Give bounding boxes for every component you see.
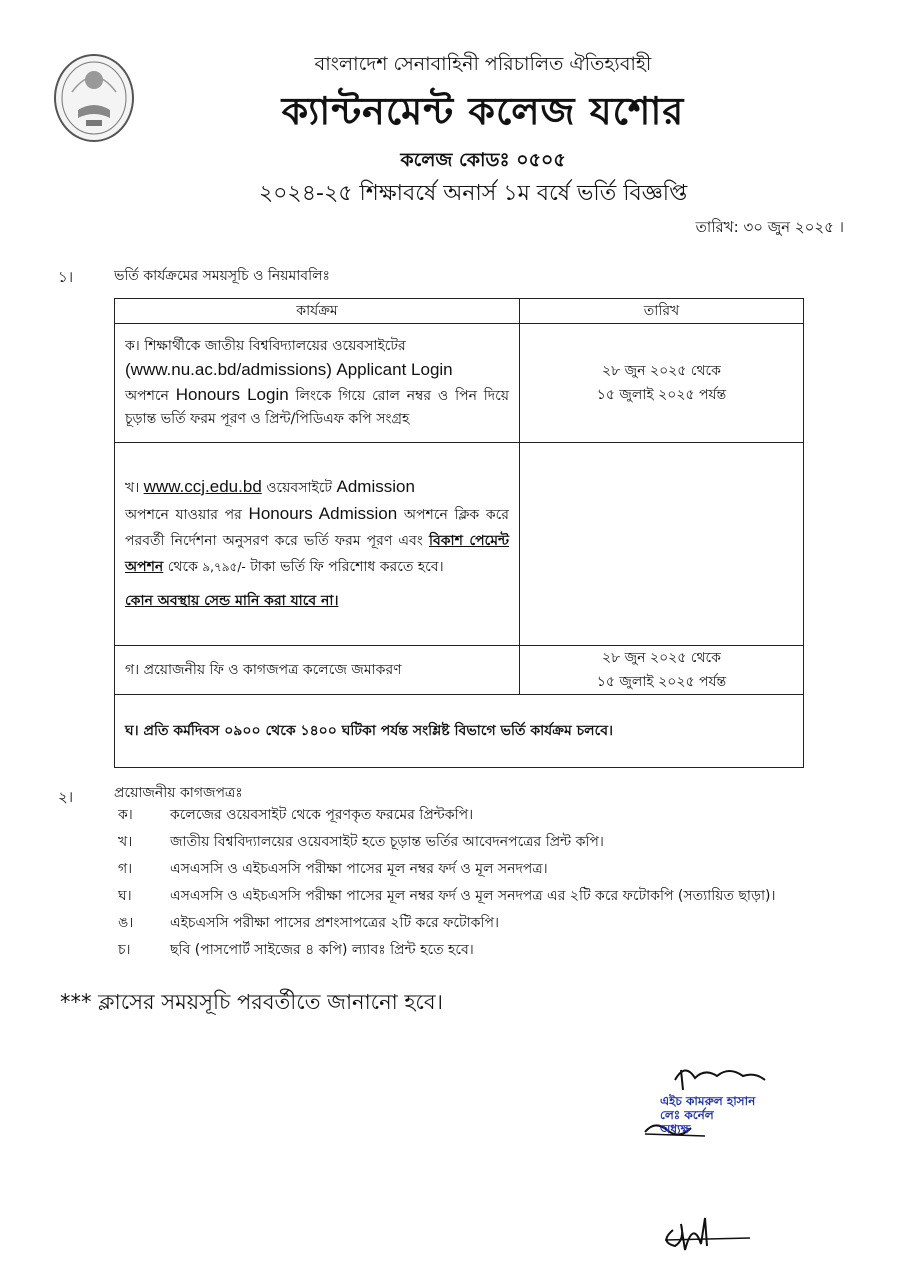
signature-stamp-text	[660, 1094, 755, 1136]
schedule-table	[114, 298, 804, 768]
college-name: ক্যান্টনমেন্ট কলেজ যশোর	[281, 89, 685, 133]
list-item	[56, 883, 858, 910]
date-cell	[520, 646, 804, 695]
list-item-label: চ।	[118, 942, 131, 958]
row-label: ক।	[125, 338, 140, 354]
send-money-warning: কোন অবস্থায় সেন্ড মানি করা যাবে না।	[125, 593, 339, 609]
row-label: গ।	[125, 662, 140, 678]
table-row	[115, 443, 804, 646]
signatory-name: এইচ কামরুল হাসান	[660, 1094, 756, 1108]
activity-text: ওয়েবসাইটে	[266, 480, 333, 496]
table-header-row	[115, 299, 804, 324]
signatory-role: অধ্যক্ষ	[660, 1122, 691, 1136]
table-row	[115, 324, 804, 443]
row-label: ঘ।	[125, 723, 139, 739]
list-item	[118, 802, 858, 829]
college-code: কলেজ কোডঃ ০৫০৫	[400, 149, 566, 171]
list-item	[118, 937, 858, 964]
applicant-login-text: Applicant Login	[336, 360, 453, 379]
activity-text: থেকে	[167, 559, 198, 575]
section-2-number: ২।	[58, 788, 74, 806]
activity-cell	[115, 695, 804, 768]
activity-text: অপশনে	[125, 388, 169, 404]
ccj-website-url: www.ccj.edu.bd	[143, 477, 262, 496]
table-row	[115, 695, 804, 768]
class-schedule-note: *** ক্লাসের সময়সূচি পরবর্তীতে জানানো হবে।	[60, 990, 444, 1014]
bkash-payment-text: বিকাশ পেমেন্ট অপশন	[125, 533, 509, 575]
list-item-label: গ।	[118, 861, 133, 877]
activity-cell	[115, 646, 520, 695]
date-from: ২৮ জুন ২০২৫ থেকে	[602, 363, 721, 379]
activity-text: শিক্ষার্থীকে জাতীয় বিশ্ববিদ্যালয়ের ওয়েবসাইটের	[144, 338, 406, 354]
date-to: ১৫ জুলাই ২০২৫ পর্যন্ত	[596, 674, 727, 690]
list-item-label: ঘ।	[118, 888, 132, 904]
table-row	[115, 646, 804, 695]
activity-text: লিংকে গিয়ে রোল নম্বর ও পিন দিয়ে চূড়ান্ত ভর্তি ফরম পূরণ ও প্রিন্ট/পিডিএফ কপি সংগ্রহ	[125, 388, 509, 427]
list-item-label: ক।	[118, 807, 133, 823]
notice-date: তারিখ: ৩০ জুন ২০২৫ ।	[695, 218, 844, 236]
list-item-text: এসএসসি ও এইচএসসি পরীক্ষা পাসের মূল নম্বর ফর্দ ও মূল সনদপত্র।	[170, 861, 548, 877]
section-1-number: ১।	[58, 268, 74, 286]
row-label: খ।	[125, 480, 140, 496]
activity-text: প্রয়োজনীয় ফি ও কাগজপত্র কলেজে জমাকরণ	[143, 662, 402, 678]
list-item-text: ছবি (পাসপোর্ট সাইজের ৪ কপি) ল্যাবঃ প্রিন্ট হতে হবে।	[170, 942, 474, 958]
activity-text: অপশনে ক্লিক করে পরবর্তী নির্দেশনা অনুসরণ করে ভর্তি ফরম পূরণ এবং	[125, 507, 510, 549]
activity-text: অপশনে যাওয়ার পর	[125, 507, 242, 523]
activity-cell	[115, 443, 520, 646]
activity-text: টাকা ভর্তি ফি পরিশোধ করতে হবে।	[250, 559, 444, 575]
honours-login-text: Honours Login	[175, 385, 289, 404]
notice-title: ২০২৪-২৫ শিক্ষাবর্ষে অনার্স ১ম বর্ষে ভর্তি বিজ্ঞপ্তি	[258, 181, 688, 206]
date-from: ২৮ জুন ২০২৫ থেকে	[602, 650, 721, 666]
list-item-text: জাতীয় বিশ্ববিদ্যালয়ের ওয়েবসাইট হতে চূড়ান্ত ভর্তির আবেদনপত্রের প্রিন্ট কপি।	[170, 834, 604, 850]
list-item-text: এইচএসসি পরীক্ষা পাসের প্রশংসাপত্রের ২টি করে ফটোকপি।	[170, 915, 499, 931]
date-to: ১৫ জুলাই ২০২৫ পর্যন্ত	[596, 387, 727, 403]
list-item	[118, 856, 858, 883]
list-item	[118, 910, 858, 937]
activity-text: প্রতি কর্মদিবস ০৯০০ থেকে ১৪০০ ঘটিকা পর্যন্ত সংশ্লিষ্ট বিভাগে ভর্তি কার্যক্রম চলবে।	[143, 723, 614, 739]
list-item-label: খ।	[118, 834, 133, 850]
honours-admission-text: Honours Admission	[248, 504, 398, 523]
activity-cell	[115, 324, 520, 443]
column-header-date: তারিখ	[520, 299, 804, 324]
column-header-activity: কার্যক্রম	[115, 299, 520, 324]
list-item-text: কলেজের ওয়েবসাইট থেকে পূরণকৃত ফরমের প্রিন্টকপি।	[170, 807, 474, 823]
section-2-title: প্রয়োজনীয় কাগজপত্রঃ	[114, 785, 243, 801]
list-item-label: ঙ।	[118, 915, 134, 931]
admission-option-text: Admission	[336, 477, 415, 496]
section-1-title: ভর্তি কার্যক্রমের সময়সূচি ও নিয়মাবলিঃ	[114, 268, 330, 284]
date-cell	[520, 324, 804, 443]
fee-amount: ৯,৭৯৫/-	[202, 560, 246, 574]
header-subtitle: বাংলাদেশ সেনাবাহিনী পরিচালিত ঐতিহ্যবাহী	[314, 53, 652, 75]
list-item-text: এসএসসি ও এইচএসসি পরীক্ষা পাসের মূল নম্বর ফর্দ ও মূল সনদপত্র এর ২টি করে ফটোকপি (সত্যায়িত ছাড়া)।	[170, 888, 776, 904]
list-item	[118, 829, 858, 856]
second-signature	[645, 1200, 755, 1260]
signatory-rank: লেঃ কর্নেল	[660, 1108, 714, 1122]
date-cell	[520, 443, 804, 646]
documents-list	[118, 802, 858, 964]
nu-admission-url: (www.nu.ac.bd/admissions)	[125, 360, 332, 379]
